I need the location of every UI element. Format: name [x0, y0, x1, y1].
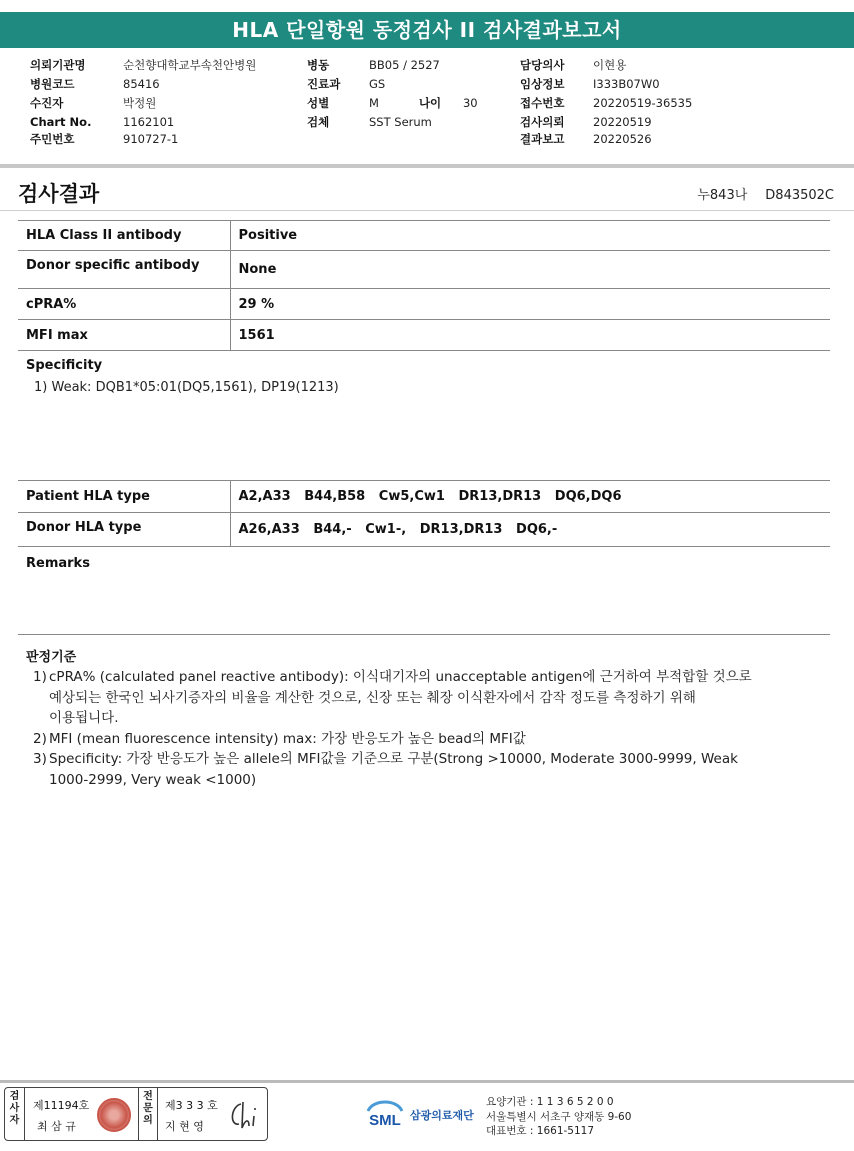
row-value: None — [230, 251, 830, 289]
row-label: Patient HLA type — [18, 481, 230, 513]
seal-stamp — [97, 1098, 131, 1132]
list-item — [33, 667, 823, 729]
info-key: 진료과 — [307, 77, 341, 91]
info-value: 1162101 — [123, 115, 175, 129]
item-text: 이용됩니다. — [49, 710, 119, 726]
info-key: 수진자 — [30, 96, 64, 110]
item-text: 1000-2999, Very weak <1000) — [49, 771, 257, 788]
hla-table — [18, 480, 830, 547]
info-key: 병동 — [307, 58, 330, 72]
criteria-list — [33, 667, 823, 790]
table-row — [18, 320, 830, 351]
item-number: 2) — [33, 730, 47, 747]
report-title: HLA 단일항원 동정검사 II 검사결과보고서 — [0, 12, 854, 48]
report-ids — [679, 184, 834, 203]
info-key: 의뢰기관명 — [30, 58, 86, 72]
org-name: 삼광의료재단 — [410, 1109, 474, 1122]
item-text: 예상되는 한국인 뇌사기증자의 비율을 계산한 것으로, 신장 또는 췌장 이식환자에서 감작 정도를 측정하기 위해 — [49, 689, 696, 706]
info-value: 910727-1 — [123, 132, 179, 146]
list-item — [33, 729, 823, 750]
info-key: 검체 — [307, 115, 330, 129]
table-row — [18, 289, 830, 320]
list-item — [33, 749, 823, 790]
info-key: 결과보고 — [520, 132, 565, 146]
item-text: Specificity: 가장 반응도가 높은 allele의 MFI값을 기준으로 구분(Strong >10000, Moderate 3000-9999, Weak — [49, 751, 738, 767]
row-label: Donor HLA type — [18, 513, 230, 547]
sml-logo-icon — [365, 1097, 405, 1131]
info-column-3 — [520, 56, 692, 149]
info-value: 85416 — [123, 77, 160, 91]
row-label: cPRA% — [18, 289, 230, 320]
org-address — [486, 1095, 631, 1139]
inspector-label — [5, 1088, 25, 1140]
signature-mark — [225, 1098, 263, 1132]
inspector-number: 제11194호 — [33, 1099, 90, 1112]
footer-divider — [0, 1080, 854, 1083]
info-value: M — [369, 96, 379, 110]
item-number: 3) — [33, 751, 47, 767]
row-value: 1561 — [230, 320, 830, 351]
info-column-1 — [30, 56, 256, 149]
address-line: 서울특별시 서초구 양재동 9-60 — [486, 1110, 632, 1123]
phone-line: 대표번호 : 1661-5117 — [486, 1125, 595, 1137]
remarks-label: Remarks — [26, 556, 90, 571]
specialist-label — [138, 1088, 158, 1140]
criteria-title: 판정기준 — [26, 650, 77, 665]
info-value: 20220519-36535 — [593, 96, 693, 110]
table-row — [18, 513, 830, 547]
table-row — [18, 221, 830, 251]
info-key: 주민번호 — [30, 132, 75, 146]
info-key: 접수번호 — [520, 96, 565, 110]
specialist-number: 제3 3 3 호 — [165, 1099, 218, 1112]
institution-code: 요양기관 : 1 1 3 6 5 2 0 0 — [486, 1096, 614, 1108]
row-value: A26,A33 B44,- Cw1-, DR13,DR13 DQ6,- — [230, 513, 830, 547]
info-key: 검사의뢰 — [520, 115, 565, 129]
inspector-label-text: 검사자 — [9, 1091, 20, 1126]
info-value: 이현용 — [593, 58, 627, 72]
divider — [18, 634, 830, 635]
info-key: 임상정보 — [520, 77, 565, 91]
info-value: SST Serum — [369, 115, 432, 129]
info-key: 성별 — [307, 96, 330, 110]
info-column-2 — [307, 56, 478, 132]
signature-box — [4, 1087, 268, 1141]
item-text: MFI (mean fluorescence intensity) max: 가장 반응도가 높은 bead의 MFI값 — [49, 730, 526, 747]
specificity-text: 1) Weak: DQB1*05:01(DQ5,1561), DP19(1213) — [34, 380, 339, 395]
specialist-name: 지 현 영 — [165, 1120, 204, 1133]
results-table — [18, 220, 830, 351]
item-number: 1) — [33, 669, 47, 685]
row-label: Donor specific antibody — [18, 251, 230, 289]
info-value: 20220526 — [593, 132, 652, 146]
info-value: 20220519 — [593, 115, 652, 129]
row-label: MFI max — [18, 320, 230, 351]
info-key: Chart No. — [30, 115, 92, 129]
info-value: I333B07W0 — [593, 77, 660, 91]
info-value: GS — [369, 77, 386, 91]
info-value: 박정원 — [123, 96, 157, 110]
results-section-title: 검사결과 — [18, 182, 100, 206]
specificity-label: Specificity — [26, 358, 103, 373]
item-text: cPRA% (calculated panel reactive antibody): 이식대기자의 unacceptable antigen에 근거하여 부적합할 것으로 — [49, 669, 752, 685]
specialist-label-text: 전문의 — [143, 1091, 153, 1126]
age-key: 나이 — [418, 96, 442, 110]
age-value: 30 — [462, 96, 478, 110]
table-row — [18, 251, 830, 289]
report-code: D843502C — [765, 188, 834, 203]
table-row — [18, 481, 830, 513]
divider — [0, 210, 854, 211]
divider — [0, 164, 854, 168]
row-label: HLA Class II antibody — [18, 221, 230, 251]
inspector-name: 최 삼 규 — [37, 1120, 76, 1133]
ward-code: 누843나 — [697, 188, 748, 203]
row-value: A2,A33 B44,B58 Cw5,Cw1 DR13,DR13 DQ6,DQ6 — [230, 481, 830, 513]
info-key: 병원코드 — [30, 77, 75, 91]
info-value: 순천향대학교부속천안병원 — [123, 58, 257, 72]
info-key: 담당의사 — [520, 58, 565, 72]
row-value: Positive — [230, 221, 830, 251]
row-value: 29 % — [230, 289, 830, 320]
info-value: BB05 / 2527 — [369, 58, 440, 72]
logo-text: SML — [369, 1112, 401, 1129]
